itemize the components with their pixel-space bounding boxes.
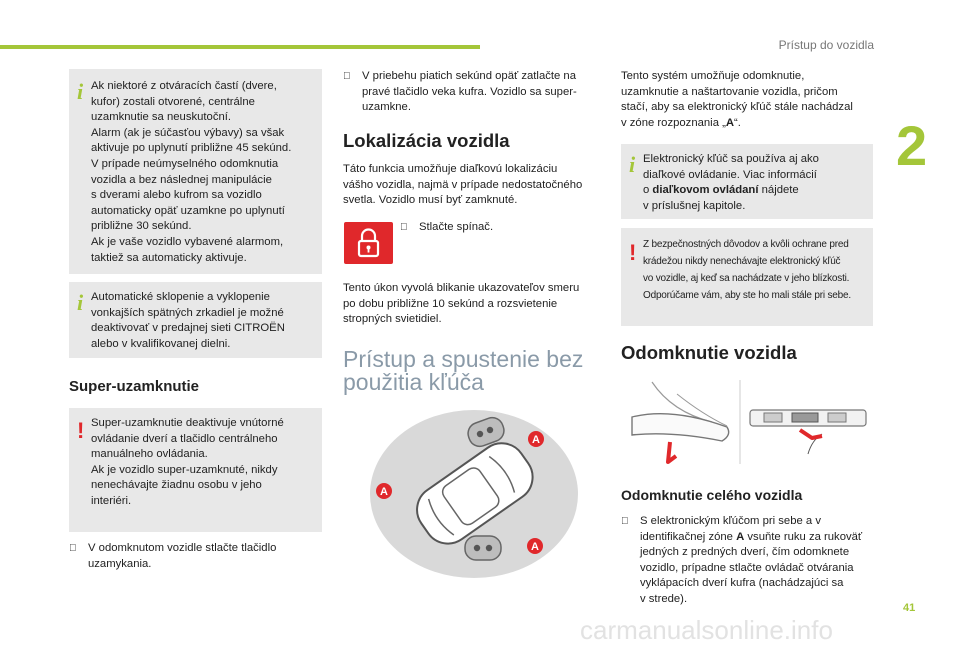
text-line: Ak niektoré z otváracích častí (dvere, — [91, 80, 277, 92]
heading-line: použitia kľúča — [343, 369, 484, 395]
text-line: svetla. Vozidlo musí byť zamknuté. — [343, 194, 518, 207]
bullet-icon — [621, 514, 640, 608]
heading-lokalizacia: Lokalizácia vozidla — [343, 130, 510, 151]
info-icon: i — [77, 79, 84, 104]
text-line: Ak je vozidlo super-uzamknuté, nikdy — [91, 463, 278, 476]
text-span: nájdete — [758, 184, 799, 197]
svg-text:A: A — [531, 541, 539, 553]
text-line — [621, 116, 881, 132]
text-line: približne 30 sekúnd. — [91, 220, 192, 233]
top-accent-bar — [0, 45, 480, 49]
text-line: automaticky opäť uzamkne po uplynutí — [91, 204, 285, 217]
svg-text:A: A — [380, 486, 388, 498]
bullet-unlock-whole — [621, 514, 881, 608]
bullet-trunk-button — [343, 69, 603, 116]
bullet-icon — [343, 69, 362, 116]
lokalizacia-result-paragraph — [343, 281, 608, 328]
keyless-intro-paragraph — [621, 69, 881, 131]
info-box-text — [643, 152, 871, 214]
warning-icon: ! — [77, 418, 85, 443]
info-box-doors-open — [69, 69, 322, 274]
text-line: vozidlo, prípadne stlačte ovládač otvárania — [640, 561, 854, 574]
bullet-text: Stlačte spínač. — [419, 221, 494, 233]
text-line: jedných z predných dverí, čím odomknete — [640, 546, 850, 559]
text-line: diaľkové ovládanie. Viac informácií — [643, 168, 817, 181]
text-line: Elektronický kľúč sa používa aj ako — [643, 153, 819, 165]
heading-line: Prístup a spustenie bez — [343, 346, 584, 372]
heading-super-uzamknutie: Super-uzamknutie — [69, 378, 200, 395]
svg-text:A: A — [532, 434, 540, 446]
info-icon: i — [77, 290, 84, 315]
chapter-number: 2 — [896, 114, 928, 177]
text-span: o — [643, 184, 653, 197]
warning-box-key-safety — [621, 228, 873, 326]
zone-a-marker — [528, 431, 544, 447]
text-line: Super-uzamknutie deaktivuje vnútorné — [91, 417, 284, 429]
info-box-text — [91, 79, 319, 266]
bullet-text — [640, 514, 862, 608]
text-line: pravé tlačidlo veka kufra. Vozidlo sa super- — [362, 85, 577, 98]
door-handle-illustration — [622, 372, 872, 472]
bullet-icon — [69, 541, 88, 572]
text-line: Automatické sklopenie a vyklopenie — [91, 291, 270, 303]
text-line: Alarm (ak je súčasťou výbavy) sa však — [91, 126, 285, 139]
text-line: S elektronickým kľúčom pri sebe a v — [640, 515, 821, 527]
text-line: s dverami alebo kufrom sa vozidlo — [91, 189, 262, 202]
text-line: aktivuje po uplynutí približne 45 sekúnd. — [91, 142, 292, 155]
padlock-icon — [344, 222, 393, 264]
text-line: vozidla a bez následnej manipulácie — [91, 173, 272, 186]
heading-odomknutie-celeho: Odomknutie celého vozidla — [621, 487, 803, 503]
hand-on-handle-icon — [632, 382, 729, 462]
text-line: uzamknutie a naštartovanie vozidla, pričom — [621, 85, 838, 98]
text-line: vonkajších spätných zrkadiel je možné — [91, 306, 284, 319]
text-line — [640, 530, 862, 546]
text-line: ovládanie dverí a tlačidlo centrálneho — [91, 432, 278, 445]
key-fob-icon — [465, 536, 501, 560]
text-line: Z bezpečnostných dôvodov a kvôli ochrane pred — [643, 239, 849, 250]
trunk-release-icon — [750, 410, 866, 454]
zone-a-marker — [376, 483, 392, 499]
text-line: vo vozidle, aj keď sa nachádzate v jeho blízkosti. — [643, 273, 850, 284]
text-line: po dobu približne 10 sekúnd a rozsvietenie — [343, 297, 558, 310]
page-number: 41 — [903, 602, 916, 614]
bullet-press-switch — [400, 220, 600, 236]
page-header-title: Prístup do vozidla — [778, 38, 874, 52]
bullet-lock-button — [69, 541, 322, 572]
text-line: Odporúčame vám, aby ste ho mali stále pri sebe. — [643, 290, 851, 301]
text-line: interiéri. — [91, 494, 132, 507]
text-line: V prípade neúmyselného odomknutia — [91, 157, 279, 170]
heading-odomknutie: Odomknutie vozidla — [621, 342, 797, 363]
text-span: “. — [734, 116, 741, 129]
text-line: V odomknutom vozidle stlačte tlačidlo — [88, 542, 277, 554]
bullet-icon — [400, 220, 419, 236]
text-line — [643, 183, 871, 199]
zone-label: A — [725, 116, 735, 129]
warning-icon: ! — [629, 240, 637, 265]
zone-a-marker — [527, 538, 543, 554]
text-line: alebo v kvalifikovanej dielni. — [91, 337, 231, 350]
info-box-text — [91, 290, 319, 352]
text-line: nenechávajte žiadnu osobu v jeho — [91, 479, 262, 492]
text-line: Tento úkon vyvolá blikanie ukazovateľov smeru — [343, 282, 580, 294]
info-box-remote — [621, 144, 873, 219]
text-line: uzamknutie sa neuskutoční. — [91, 111, 232, 124]
text-line: uzamkne. — [362, 101, 411, 114]
info-box-mirrors — [69, 282, 322, 358]
warning-box-text — [643, 236, 875, 304]
text-line: vášho vozidla, najmä v prípade nedostatočného — [343, 178, 583, 191]
text-line: stropných svietidiel. — [343, 313, 442, 326]
watermark: carmanualsonline.info — [580, 615, 833, 645]
bullet-text — [88, 541, 276, 572]
text-span: v zóne rozpoznania „ — [621, 116, 726, 129]
info-icon: i — [629, 152, 636, 177]
text-line: deaktivovať v predajnej sieti CITROËN — [91, 322, 285, 335]
text-line: V priebehu piatich sekúnd opäť zatlačte na — [362, 70, 577, 82]
text-line: uzamykania. — [88, 557, 152, 570]
zone-label: A — [736, 530, 745, 543]
lock-button-tile — [344, 222, 393, 264]
text-line: Ak je vaše vozidlo vybavené alarmom, — [91, 235, 284, 248]
bullet-text — [362, 69, 577, 116]
text-span: identifikačnej zóne — [640, 530, 737, 543]
text-line: v príslušnej kapitole. — [643, 199, 746, 212]
text-line: manuálneho ovládania. — [91, 448, 208, 461]
text-line: Táto funkcia umožňuje diaľkovú lokalizáciu — [343, 163, 558, 175]
section-heading-keyless — [343, 348, 583, 394]
text-line: taktiež sa automaticky aktivuje. — [91, 251, 247, 264]
detection-zone-illustration — [368, 408, 580, 580]
lokalizacia-paragraph — [343, 162, 608, 209]
cross-reference: diaľkovom ovládaní — [652, 184, 759, 197]
text-line: kufor) zostali otvorené, centrálne — [91, 95, 255, 108]
text-line: v strede). — [640, 592, 688, 605]
text-line: Tento systém umožňuje odomknutie, — [621, 70, 805, 82]
text-line: stačí, aby sa elektronický kľúč stále nachádzal — [621, 101, 853, 114]
text-line: krádežou nikdy nenechávajte elektronický kľúč — [643, 256, 841, 267]
warning-box-super-lock — [69, 408, 322, 532]
text-line: vyklápacích dverí kufra (nachádzajúci sa — [640, 577, 844, 590]
text-span: vsuňte ruku za rukoväť — [744, 530, 863, 543]
warning-box-text — [91, 416, 319, 510]
